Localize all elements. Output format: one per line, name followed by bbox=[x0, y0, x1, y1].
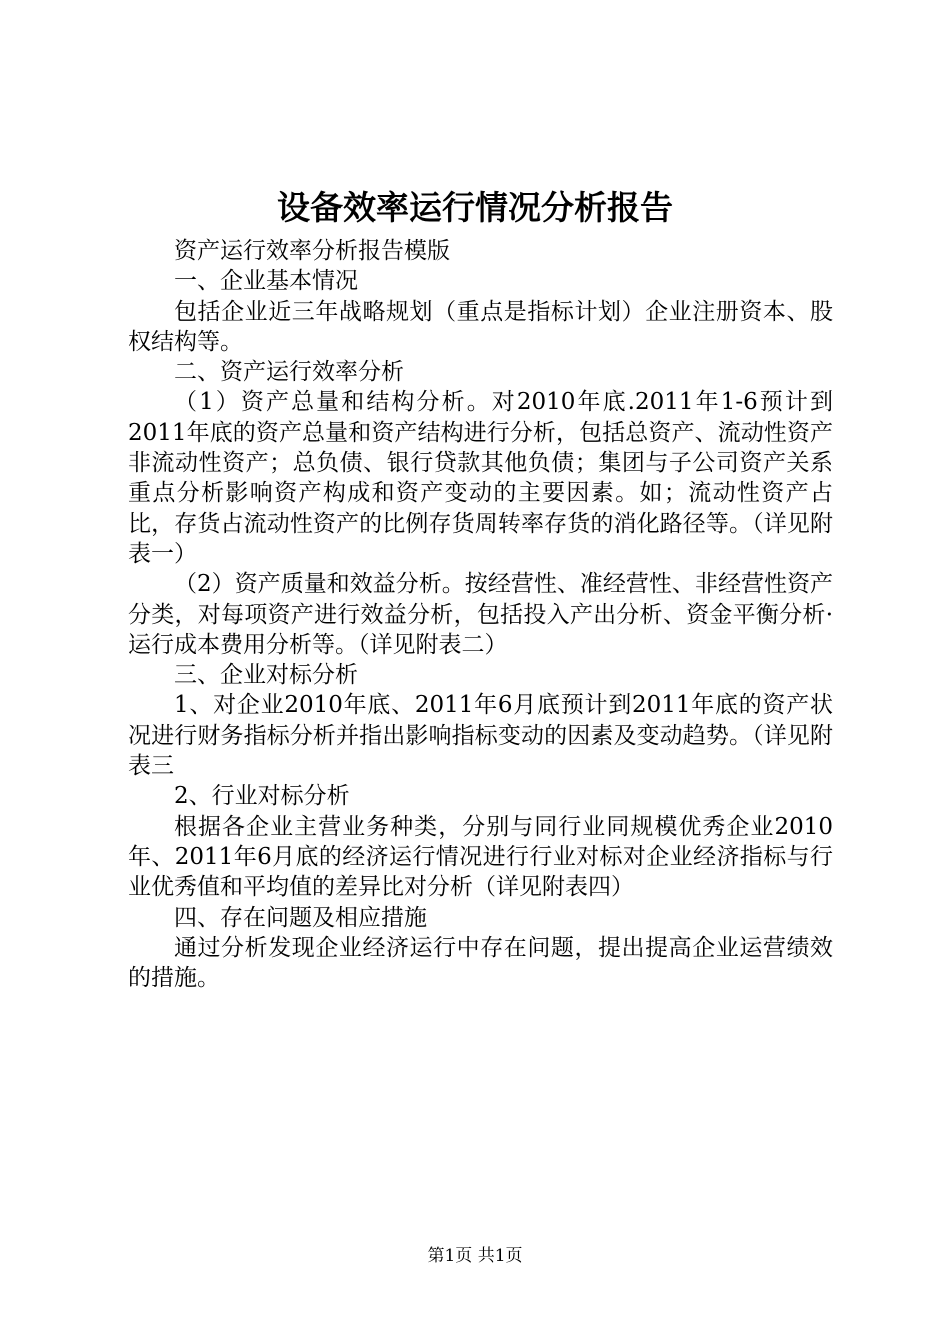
paragraph-problems-measures: 通过分析发现企业经济运行中存在问题，提出提高企业运营绩效的措施。 bbox=[128, 934, 833, 992]
heading-problems-measures: 四、存在问题及相应措施 bbox=[174, 904, 427, 931]
paragraph-asset-quality: （2）资产质量和效益分析。按经营性、准经营性、非经营性资产分类，对每项资产进行效益分析，包括投入产出分析、资金平衡分析·运行成本费用分析等。（详见附表二） bbox=[128, 571, 833, 658]
paragraph-template-name: 资产运行效率分析报告模版 bbox=[174, 238, 450, 264]
document-body bbox=[128, 236, 833, 993]
subheading-industry-benchmark: 2、行业对标分析 bbox=[174, 783, 350, 810]
heading-asset-efficiency: 二、资产运行效率分析 bbox=[174, 359, 404, 386]
paragraph-basic-info: 包括企业近三年战略规划（重点是指标计划）企业注册资本、股权结构等。 bbox=[128, 298, 833, 355]
heading-benchmarking: 三、企业对标分析 bbox=[174, 662, 358, 689]
paragraph-asset-structure: （1）资产总量和结构分析。对2010年底.2011年1-6预计到2011年底的资产总量和资产结构进行分析，包括总资产、流动性资产非流动性资产；总负债、银行贷款其他负债；集团与子公司资产关系重点分析影响资产构成和资产变动的主要因素。如；流动性资产占比，存货占流动性资产的比例存货周转率存货的消化路径等。（详见附表一） bbox=[128, 389, 833, 567]
paragraph-financial-indicators: 1、对企业2010年底、2011年6月底预计到2011年底的资产状况进行财务指标分析并指出影响指标变动的因素及变动趋势。（详见附表三 bbox=[128, 692, 833, 780]
page-footer: 第1页 共1页 bbox=[427, 1246, 523, 1266]
heading-basic-info: 一、企业基本情况 bbox=[174, 268, 358, 295]
paragraph-industry-benchmark: 根据各企业主营业务种类，分别与同行业同规模优秀企业2010年、2011年6月底的经济运行情况进行行业对标对企业经济指标与行业优秀值和平均值的差异比对分析（详见附表四） bbox=[128, 813, 833, 901]
document-title: 设备效率运行情况分析报告 bbox=[277, 188, 673, 227]
